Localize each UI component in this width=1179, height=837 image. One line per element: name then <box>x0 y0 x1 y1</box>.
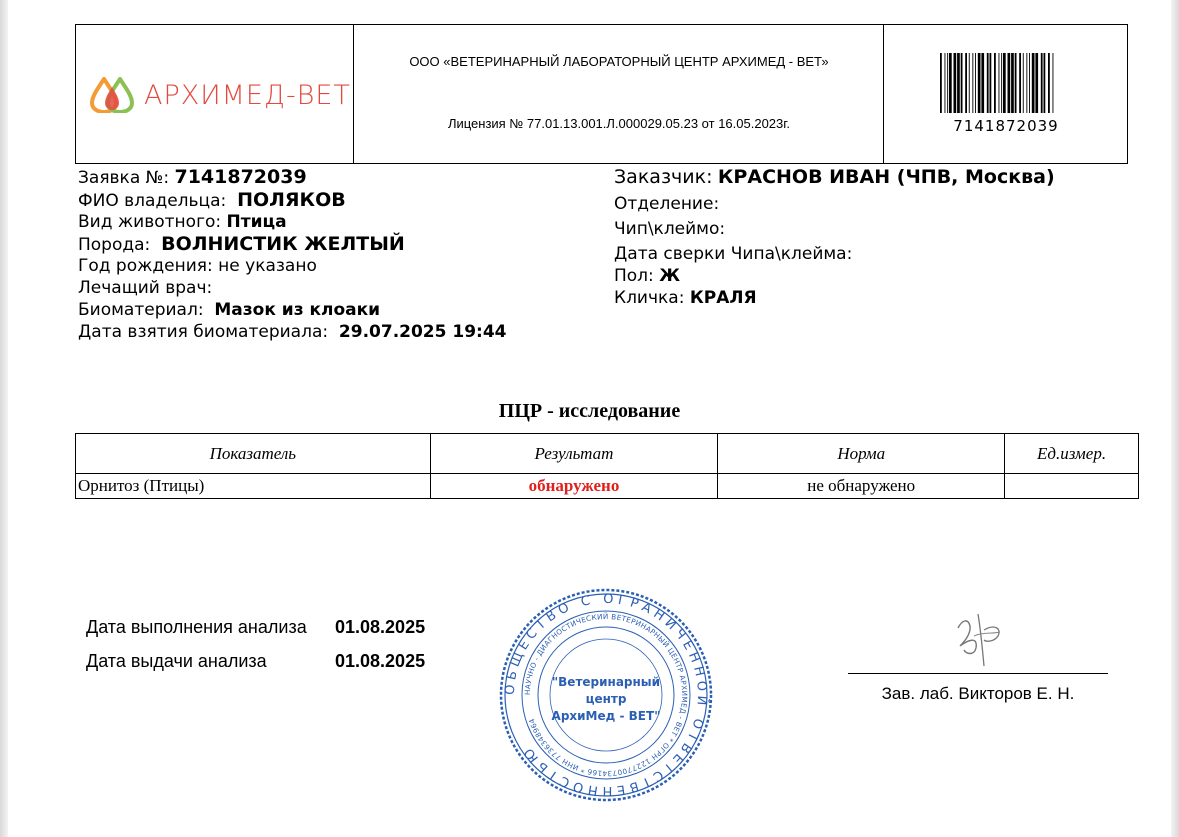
nickname-row <box>614 287 1055 309</box>
breed-row <box>78 233 507 255</box>
biomaterial-label: Биоматериал: <box>78 300 204 320</box>
sample-date-row <box>78 321 507 343</box>
customer-row <box>614 166 1055 193</box>
results-table <box>75 433 1139 499</box>
sex-label: Пол: <box>614 266 654 286</box>
owner-value: ПОЛЯКОВ <box>237 189 346 211</box>
sex-value: Ж <box>659 266 680 286</box>
chip-date-row <box>614 243 1055 265</box>
birth-year-label: Год рождения: <box>78 256 213 276</box>
column-header-result: Результат <box>430 434 718 474</box>
seal-center-line-3: АрхиМед - ВЕТ" <box>551 709 661 723</box>
species-row <box>78 211 507 233</box>
logo <box>90 77 351 113</box>
department-label: Отделение: <box>614 194 720 214</box>
nickname-label: Кличка: <box>614 288 685 308</box>
indicator-cell: Орнитоз (Птицы) <box>76 474 431 499</box>
nickname-value: КРАЛЯ <box>689 288 757 308</box>
order-label: Заявка №: <box>78 168 170 188</box>
norm-cell: не обнаружено <box>718 474 1005 499</box>
sample-date-label: Дата взятия биоматериала: <box>78 322 329 342</box>
customer-info <box>614 166 1055 309</box>
biomaterial-row <box>78 299 507 321</box>
drop-logo-icon <box>90 77 138 113</box>
chip-date-label: Дата сверки Чипа\клейма: <box>614 244 853 264</box>
customer-value: КРАСНОВ ИВАН (ЧПВ, Москва) <box>717 166 1055 188</box>
signature-image <box>948 606 1018 672</box>
pcr-title: ПЦР - исследование <box>498 400 681 422</box>
owner-label: ФИО владельца: <box>78 191 227 211</box>
owner-row <box>78 189 507 211</box>
sample-date-value: 29.07.2025 19:44 <box>338 322 507 342</box>
page-shadow-right <box>1171 0 1179 837</box>
organization-name: ООО «ВЕТЕРИНАРНЫЙ ЛАБОРАТОРНЫЙ ЦЕНТР АРХИМЕД - ВЕТ» <box>409 54 829 69</box>
seal-outer-text: ОБЩЕСТВО С ОГРАНИЧЕННОЙ ОТВЕТСТВЕННОСТЬЮ <box>502 591 710 799</box>
license-text: Лицензия № 77.01.13.001.Л.000029.05.23 от 16.05.2023г. <box>447 116 791 131</box>
patient-info <box>78 166 507 343</box>
issue-label: Дата выдачи анализа <box>86 651 267 671</box>
completion-value: 01.08.2025 <box>335 617 426 637</box>
table-row <box>76 474 1139 499</box>
organization-cell <box>354 25 884 163</box>
chip-row <box>614 218 1055 243</box>
column-header-indicator: Показатель <box>76 434 431 474</box>
seal-inner-text: НАУЧНО - ДИАГНОСТИЧЕСКИЙ ВЕТЕРИНАРНЫЙ ЦЕНТР АРХИМЕД - ВЕТ * ОГРН 1227700734166 * ИНН 7736348964 <box>522 611 690 779</box>
seal-stamp <box>496 586 716 804</box>
barcode-number: 7141872039 <box>953 117 1059 135</box>
doctor-label: Лечащий врач: <box>78 278 213 298</box>
sex-row <box>614 265 1055 287</box>
signature-line <box>848 673 1108 674</box>
logo-cell <box>76 25 354 163</box>
doctor-row <box>78 277 507 299</box>
column-header-unit: Ед.измер. <box>1005 434 1139 474</box>
seal-center-line-2: центр <box>585 692 627 706</box>
unit-cell <box>1005 474 1139 499</box>
species-label: Вид животного: <box>78 212 222 232</box>
barcode-cell <box>884 25 1128 163</box>
column-header-norm: Норма <box>718 434 1005 474</box>
table-header-row <box>76 434 1139 474</box>
barcode-icon <box>940 53 1076 113</box>
birth-year-value: не указано <box>218 256 317 276</box>
order-row <box>78 166 507 189</box>
biomaterial-value: Мазок из клоаки <box>214 300 381 320</box>
seal-center-line-1: "Ветеринарный <box>551 675 661 689</box>
department-row <box>614 193 1055 218</box>
page-shadow-left <box>0 0 8 837</box>
chip-label: Чип\клеймо: <box>614 219 726 239</box>
order-value: 7141872039 <box>174 166 307 188</box>
breed-value: ВОЛНИСТИК ЖЕЛТЫЙ <box>161 233 405 255</box>
report-page <box>8 0 1171 837</box>
customer-label: Заказчик: <box>614 166 713 188</box>
completion-label: Дата выполнения анализа <box>86 617 307 637</box>
logo-text: АРХИМЕД-ВЕТ <box>144 79 351 111</box>
result-cell: обнаружено <box>430 474 718 499</box>
birth-year-row <box>78 255 507 277</box>
issue-value: 01.08.2025 <box>335 651 426 671</box>
species-value: Птица <box>226 212 287 232</box>
breed-label: Порода: <box>78 235 151 255</box>
signer-name: Зав. лаб. Викторов Е. Н. <box>881 684 1075 703</box>
report-header <box>75 24 1128 164</box>
